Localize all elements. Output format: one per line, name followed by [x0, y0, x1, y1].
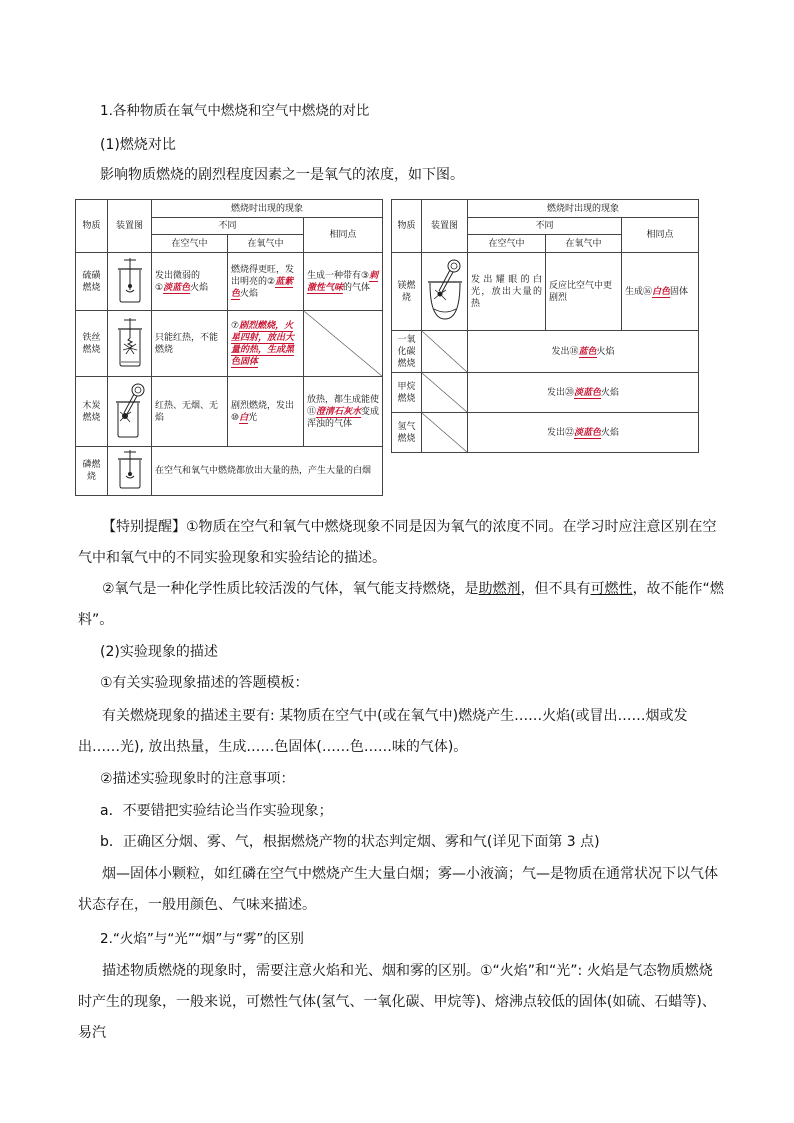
empty-diagonal-cell [304, 311, 383, 377]
same-phenomenon: 生成⑯白色固体 [622, 253, 699, 331]
header-substance: 物质 [76, 200, 108, 253]
header-in-oxygen: 在氧气中 [228, 235, 304, 253]
answer-text: 剧烈燃烧，火星四射，放出大量的热，生成黑色固体 [231, 320, 295, 367]
underlined-term: 助燃剂 [478, 581, 521, 597]
combustion-table-left [75, 199, 383, 496]
same-phenomenon: 放热，都生成能使⑪澄清石灰水变成浑浊的气体 [304, 377, 383, 447]
empty-diagonal-cell [422, 373, 468, 413]
merged-phenomenon: 发出⑱蓝色火焰 [468, 331, 699, 373]
apparatus-cell [108, 377, 152, 447]
same-phenomenon: 生成一种带有③刺激性气味的气体 [304, 253, 383, 311]
answer-text: 蓝色 [578, 346, 597, 357]
apparatus-cell [422, 253, 468, 331]
flame-light-paragraph: 描述物质燃烧的现象时，需要注意火焰和光、烟和雾的区别。①“火焰”和“光”: 火焰是气态物质燃烧时产生的现象，一般来说，可燃性气体(氢气、一氧化碳、甲烷等)、熔沸点较低的固体(如硫、石蜡等)、易汽 [78, 963, 716, 1041]
header-in-air: 在空气中 [152, 235, 228, 253]
header-in-air: 在空气中 [468, 235, 546, 253]
table-row [76, 253, 383, 311]
magnesium-tongs-jar-icon [424, 257, 466, 323]
tip-paragraph-2: ②氧气是一种化学性质比较活泼的气体，氧气能支持燃烧，是助燃剂，但不具有可燃性，故不能作“燃料”。 [78, 581, 724, 628]
oxygen-phenomenon: 剧烈燃烧，发出⑩白光 [228, 377, 304, 447]
table-row [76, 377, 383, 447]
answer-text: 蓝紫色 [231, 276, 294, 299]
intro-paragraph: 影响物质燃烧的剧烈程度因素之一是氧气的浓度，如下图。 [100, 167, 464, 183]
header-different: 不同 [152, 218, 304, 235]
apparatus-cell [108, 311, 152, 377]
note-b: b．正确区分烟、雾、气，根据燃烧产物的状态判定烟、雾和气(详见下面第 3 点) [100, 834, 600, 850]
substance-name: 甲烷燃烧 [392, 373, 422, 413]
oxygen-phenomenon: 反应比空气中更剧烈 [546, 253, 622, 331]
air-phenomenon: 发出耀眼的白光，放出大量的热 [468, 253, 546, 331]
header-substance: 物质 [392, 200, 422, 253]
note-a: a．不要错把实验结论当作实验现象； [100, 803, 333, 819]
table-row [392, 331, 699, 373]
merged-phenomenon: 在空气和氧气中燃烧都放出大量的热，产生大量的白烟 [152, 447, 383, 496]
jar-spoon-icon [112, 256, 148, 304]
header-apparatus: 装置图 [108, 200, 152, 253]
substance-name: 一氧化碳燃烧 [392, 331, 422, 373]
header-different: 不同 [468, 218, 622, 235]
merged-phenomenon: 发出⑳淡蓝色火焰 [468, 373, 699, 413]
header-same: 相同点 [304, 218, 383, 253]
substance-name: 磷燃烧 [76, 447, 108, 496]
section-heading-1-2: (2)实验现象的描述 [100, 644, 218, 660]
header-apparatus: 装置图 [422, 200, 468, 253]
substance-name: 氢气燃烧 [392, 413, 422, 453]
iron-wire-jar-icon [112, 316, 148, 368]
answer-text: 淡蓝色 [574, 387, 602, 398]
table-row [392, 253, 699, 331]
merged-phenomenon: 发出㉒淡蓝色火焰 [468, 413, 699, 453]
answer-text: 白色 [652, 286, 671, 297]
answer-text: 澄清石灰水 [316, 406, 362, 417]
substance-name: 镁燃烧 [392, 253, 422, 331]
table-row [392, 373, 699, 413]
section-heading-2: 2.“火焰”与“光”“烟”与“雾”的区别 [100, 931, 304, 947]
section-heading-1-1: (1)燃烧对比 [100, 137, 176, 153]
air-phenomenon: 发出微弱的 ①淡蓝色火焰 [152, 253, 228, 311]
header-in-oxygen: 在氧气中 [546, 235, 622, 253]
substance-name: 硫磺燃烧 [76, 253, 108, 311]
answer-text: 淡蓝色 [574, 427, 602, 438]
empty-diagonal-cell [422, 413, 468, 453]
answer-text: 刺激性气味 [307, 270, 379, 293]
charcoal-tongs-jar-icon [110, 381, 150, 439]
tip-paragraph-1: 【特别提醒】①物质在空气和氧气中燃烧现象不同是因为氧气的浓度不同。在学习时应注意区别在空气中和氧气中的不同实验现象和实验结论的描述。 [78, 519, 717, 566]
smoke-fog-paragraph: 烟—固体小颗粒，如红磷在空气中燃烧产生大量白烟；雾—小液滴；气—是物质在通常状况下以气体状态存在，一般用颜色、气味来描述。 [78, 866, 718, 913]
subheading-template: ①有关实验现象描述的答题模板： [100, 675, 309, 691]
answer-text: 白 [239, 412, 249, 423]
apparatus-cell [108, 447, 152, 496]
header-same: 相同点 [622, 218, 699, 253]
combustion-table-right [391, 199, 699, 453]
oxygen-phenomenon: 燃烧得更旺，发出明亮的②蓝紫色火焰 [228, 253, 304, 311]
template-paragraph: 有关燃烧现象的描述主要有: 某物质在空气中(或在氧气中)燃烧产生……火焰(或冒出……烟或发出……光), 放出热量，生成……色固体(……色……味的气体)。 [78, 708, 688, 755]
table-row [392, 413, 699, 453]
header-phenomena: 燃烧时出现的现象 [152, 200, 383, 218]
subheading-notes: ②描述实验现象时的注意事项： [100, 771, 295, 787]
section-heading-1: 1.各种物质在氧气中燃烧和空气中燃烧的对比 [100, 103, 370, 119]
air-phenomenon: 只能红热，不能燃烧 [152, 311, 228, 377]
empty-diagonal-cell [422, 331, 468, 373]
tip-label: 【特别提醒】 [102, 519, 186, 535]
underlined-term: 可燃性 [590, 581, 633, 597]
table-row [76, 447, 383, 496]
header-phenomena: 燃烧时出现的现象 [468, 200, 699, 218]
substance-name: 木炭燃烧 [76, 377, 108, 447]
apparatus-cell [108, 253, 152, 311]
phosphorus-jar-icon [112, 448, 148, 490]
air-phenomenon: 红热、无烟、无焰 [152, 377, 228, 447]
oxygen-phenomenon: ⑦剧烈燃烧，火星四射，放出大量的热，生成黑色固体 [228, 311, 304, 377]
substance-name: 铁丝燃烧 [76, 311, 108, 377]
table-row [76, 311, 383, 377]
answer-text: 淡蓝色 [163, 282, 191, 293]
